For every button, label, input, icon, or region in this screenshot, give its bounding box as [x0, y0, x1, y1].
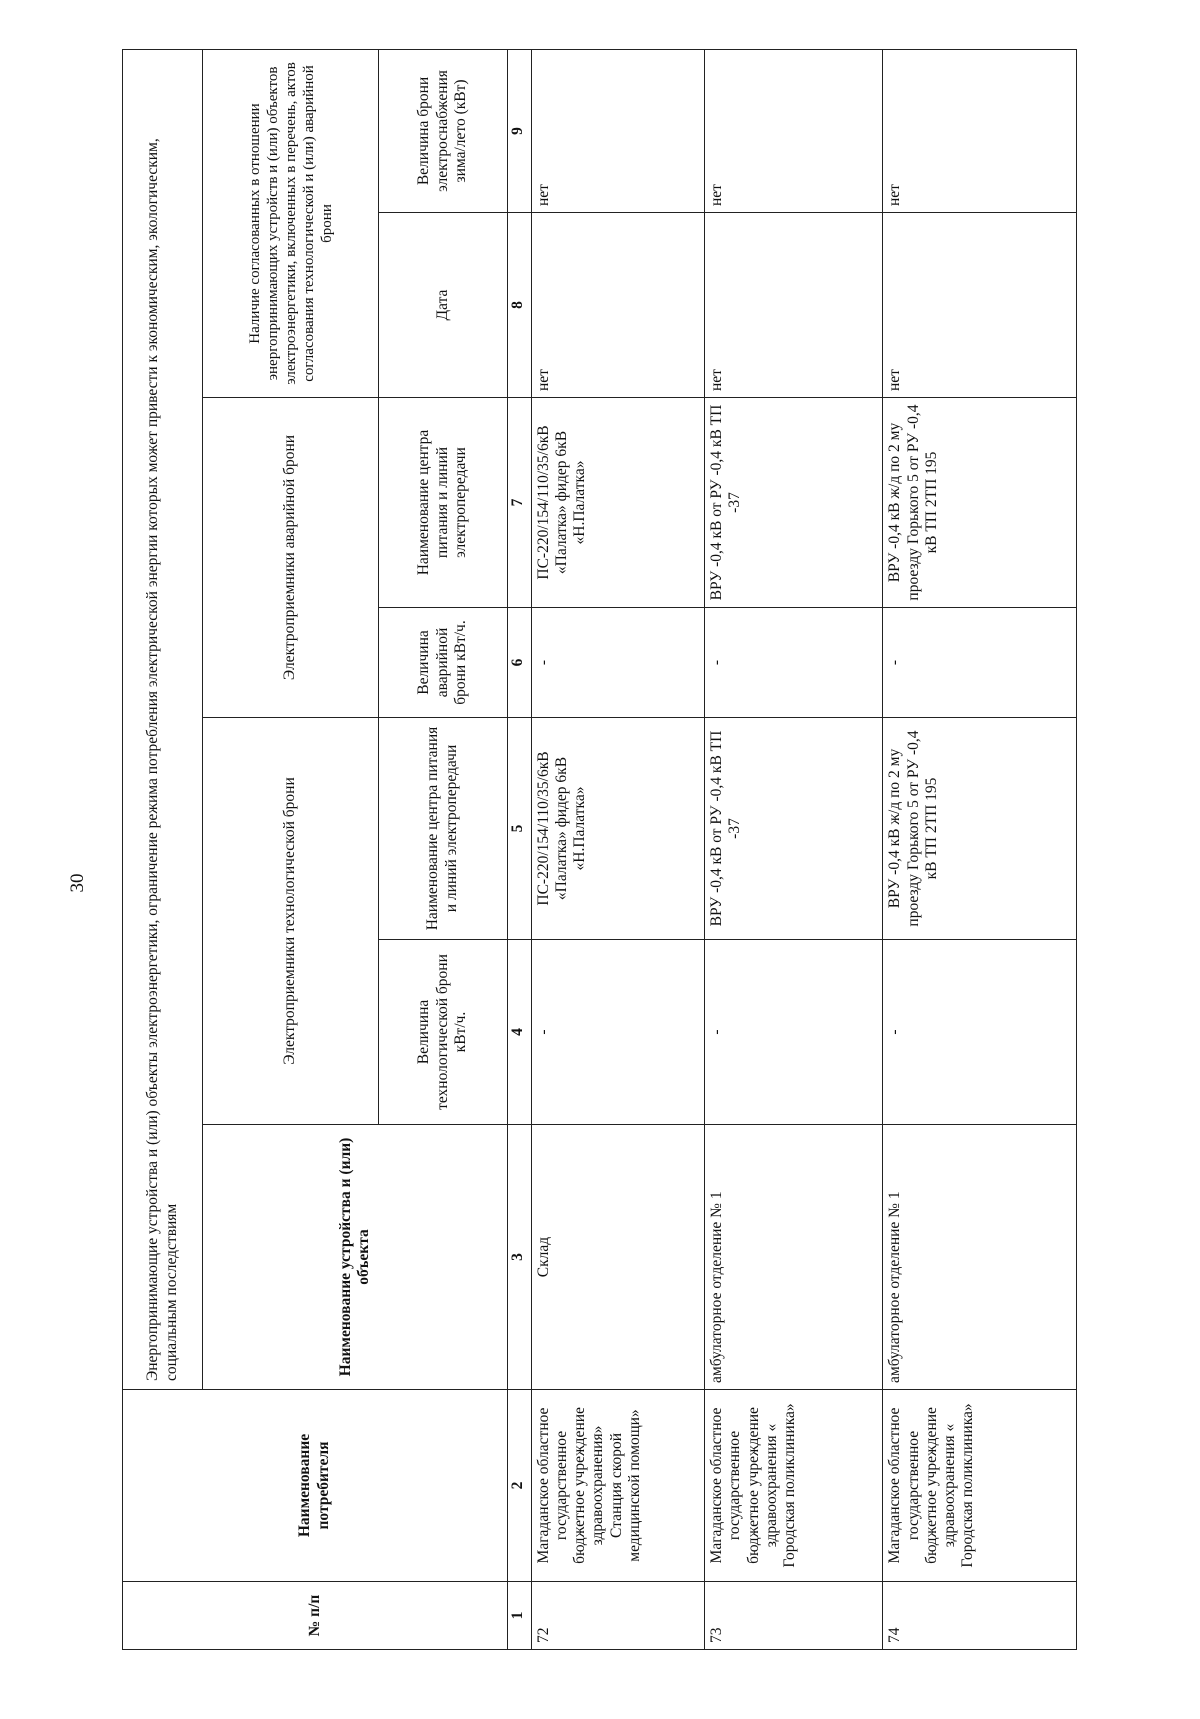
header-tech-value: Величина технологической брони кВт/ч. — [379, 940, 508, 1125]
row-emerg-center: ВРУ -0,4 кВ от РУ -0,4 кВ ТП -37 — [705, 398, 883, 608]
page-number: 30 — [67, 873, 88, 893]
column-number: 3 — [508, 1125, 531, 1390]
row-consumer: Магаданское областное государственное бюджетное учреждение здравоохранения « Городская поликлиника» — [883, 1390, 1077, 1582]
table-row — [883, 49, 1077, 1649]
row-tech-value: - — [531, 940, 705, 1125]
column-number: 6 — [508, 608, 531, 718]
header-emerg-group: Электроприемники аварийной брони — [203, 398, 379, 718]
energy-consumers-table — [122, 49, 1077, 1650]
row-object: амбулаторное отделение № 1 — [705, 1125, 883, 1390]
header-supply-value: Величина брони электроснабжения зима/лето (кВт) — [379, 49, 508, 212]
row-consumer: Магаданское областное государственное бюджетное учреждение здравоохранения» Станция скорой медицинской помощи» — [531, 1390, 705, 1582]
header-emerg-center: Наименование центра питания и линий электропередачи — [379, 398, 508, 608]
table-row — [531, 49, 705, 1649]
row-emerg-value: - — [531, 608, 705, 718]
header-emerg-value: Величина аварийной брони кВт/ч. — [379, 608, 508, 718]
table-row — [705, 49, 883, 1649]
rotated-table-container — [122, 50, 1077, 1650]
row-tech-value: - — [883, 940, 1077, 1125]
row-date: нет — [531, 213, 705, 398]
row-num: 72 — [531, 1582, 705, 1650]
row-num: 73 — [705, 1582, 883, 1650]
column-number: 7 — [508, 398, 531, 608]
column-number: 5 — [508, 718, 531, 940]
header-agreed-group: Наличие согласованных в отношении энергопринимающих устройств и (или) объектов электроэнергетики, включенных в перечень, актов согласования технологической и (или) аварийной брони — [203, 49, 379, 397]
row-consumer: Магаданское областное государственное бюджетное учреждение здравоохранения « Городская поликлиника» — [705, 1390, 883, 1582]
header-num: № п/п — [123, 1582, 508, 1650]
row-emerg-value: - — [705, 608, 883, 718]
header-date: Дата — [379, 213, 508, 398]
row-emerg-center: ПС-220/154/110/35/6кВ «Палатка» фидер 6кВ «Н.Палатка» — [531, 398, 705, 608]
header-tech-group: Электроприемники технологической брони — [203, 718, 379, 1125]
row-date: нет — [705, 213, 883, 398]
header-consumer: Наименование потребителя — [123, 1390, 508, 1582]
row-supply-value: нет — [705, 49, 883, 212]
row-supply-value: нет — [883, 49, 1077, 212]
column-number: 9 — [508, 49, 531, 212]
column-number-row — [508, 49, 531, 1649]
row-supply-value: нет — [531, 49, 705, 212]
column-number: 4 — [508, 940, 531, 1125]
column-number: 2 — [508, 1390, 531, 1582]
header-group: Энергопринимающие устройства и (или) объекты электроэнергетики, ограничение режима потребления электрической энергии которых может привести к экономическим, экологическим, социальным последствиям — [123, 49, 203, 1389]
row-object: Склад — [531, 1125, 705, 1390]
row-tech-center: ВРУ -0,4 кВ от РУ -0,4 кВ ТП -37 — [705, 718, 883, 940]
row-object: амбулаторное отделение № 1 — [883, 1125, 1077, 1390]
header-tech-center: Наименование центра питания и линий электропередачи — [379, 718, 508, 940]
row-tech-value: - — [705, 940, 883, 1125]
row-emerg-center: ВРУ -0,4 кВ ж/д по 2 му проезду Горького 5 от РУ -0,4 кВ ТП 2ТП 195 — [883, 398, 1077, 608]
row-date: нет — [883, 213, 1077, 398]
header-object: Наименование устройства и (или) объекта — [203, 1125, 508, 1390]
column-number: 1 — [508, 1582, 531, 1650]
row-num: 74 — [883, 1582, 1077, 1650]
column-number: 8 — [508, 213, 531, 398]
row-emerg-value: - — [883, 608, 1077, 718]
row-tech-center: ВРУ -0,4 кВ ж/д по 2 му проезду Горького 5 от РУ -0,4 кВ ТП 2ТП 195 — [883, 718, 1077, 940]
row-tech-center: ПС-220/154/110/35/6кВ «Палатка» фидер 6кВ «Н.Палатка» — [531, 718, 705, 940]
